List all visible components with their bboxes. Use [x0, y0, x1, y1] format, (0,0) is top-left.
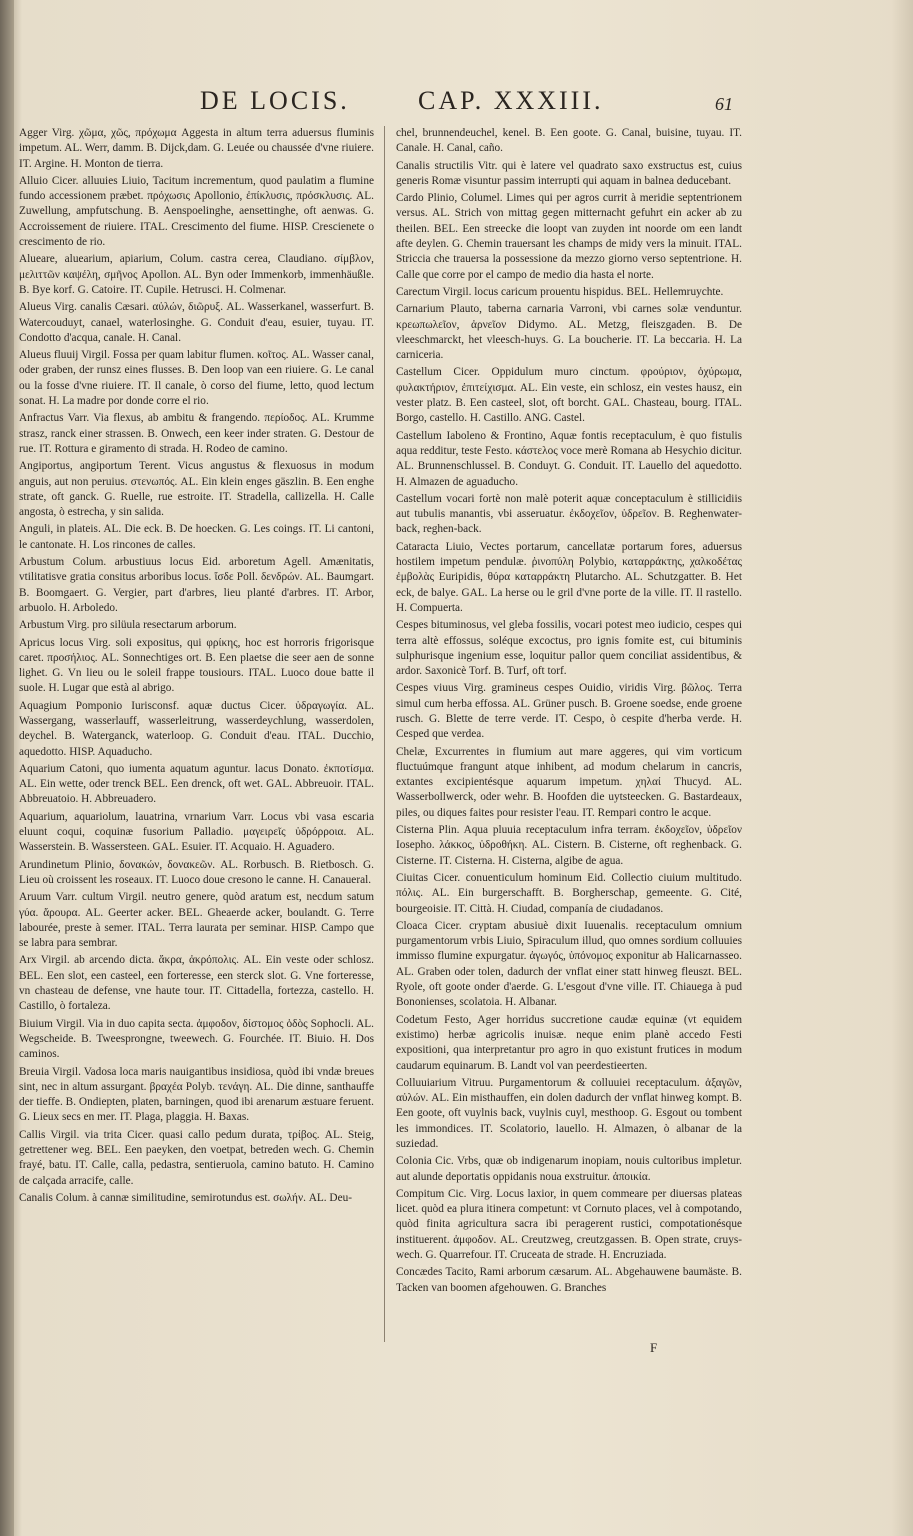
dictionary-entry: Cloaca Cicer. cryptam abusiuè dixit Iuuenalis. receptaculum omnium purgamentorum vrbis Liuio, Spiraculum illud, quo omnes sordium colluuies immisso flumine expurgatur. ἀγωγός, ὑπόνομος exponitur ab Halicarnasseo. AL. Graben oder tolen, dadurch der vnflat einer statt hinweg fleuszt. BEL. Ryole, oft goote onder d'aerde. G. L'esgout d'vne ville. IT. Chiauega à pud Bononienses, scolatoia. H. Albanar. [396, 919, 742, 1009]
dictionary-entry: Codetum Festo, Ager horridus succretione caudæ equinæ (vt equidem existimo) herbæ agricolis inuisæ. neque enim planè accedo Festi expositioni, qua interpretantur pro agro in quo existunt frutices in modum caudarum equinarum. B. Landt vol van peerdestieerten. [396, 1013, 742, 1072]
dictionary-entry: Arx Virgil. ab arcendo dicta. ἄκρα, ἀκρόπολις. AL. Ein veste oder schlosz. BEL. Een slot, een casteel, een forteresse, een sterck slot. G. Vne forteresse, vn chasteau de defense, vne haute tour. IT. Cittadella, fortezza, castello. H. Castillo, ò fortaleza. [19, 954, 374, 1013]
header-title: DE LOCIS. [200, 86, 350, 115]
dictionary-entry: Ciuitas Cicer. conuenticulum hominum Eid. Collectio ciuium multitudo. πόλις. AL. Ein burgerschafft. B. Borgherschap, gemeente. G. Cité, bourgeoisie. IT. Città. H. Ciudad, companía de ciudadanos. [396, 871, 742, 915]
dictionary-entry: Canalis structilis Vitr. qui è latere vel quadrato saxo exstructus est, cuius generis Romæ visuntur passim interrupti qui aquam in balnea deducebant. [396, 159, 742, 187]
header-chapter: CAP. XXXIII. [418, 86, 604, 115]
right-column [396, 126, 742, 1298]
dictionary-entry: Cisterna Plin. Aqua pluuia receptaculum infra terram. ἐκδοχεῖον, ὑδρεῖον Iosepho. λάκκος, ὑδροθήκη. AL. Cistern. B. Cisterne, oft reghenback. G. Cisterne. IT. Cisterna. H. Cisterna, algibe de agua. [396, 824, 742, 867]
dictionary-entry: Concædes Tacito, Rami arborum cæsarum. AL. Abgehauwene baumäste. B. Tacken van boomen afgehouwen. G. Branches [396, 1266, 742, 1294]
dictionary-entry: Cespes bituminosus, vel gleba fossilis, vocari potest meo iudicio, cespes qui terra altè effossus, soléque excoctus, pro ignis fomite est, cui bituminis sulphurisque ingenium esse, loquitur pallor quem conciliat assidentibus, & ardor. Saxonicè Torf. B. Turf, oft torf. [396, 619, 742, 678]
column-divider [384, 126, 385, 1342]
dictionary-entry: Anfractus Varr. Via flexus, ab ambitu & frangendo. περίοδος. AL. Krumme strasz, ranck einer strassen. B. Onwech, een keer inder straten. G. Destour de rue. IT. Rottura e giramento di strada. H. Rodeo de camino. [19, 412, 374, 455]
dictionary-entry: Agger Virg. χῶμα, χῶς, πρόχωμα Aggesta in altum terra aduersus fluminis impetum. AL. Werr, damm. B. Dijck,dam. G. Leuée ou chaussée d'vne riuiere. IT. Argine. H. Monton de tierra. [19, 127, 374, 170]
dictionary-entry: Arbustum Virg. pro silüula resectarum arborum. [19, 619, 237, 632]
dictionary-entry: Arundinetum Plinio, δονακών, δονακεῶν. AL. Rorbusch. B. Rietbosch. G. Lieu où croissent les roseaux. IT. Luoco doue cresono le canne. H. Canaueral. [19, 858, 374, 886]
dictionary-entry: Aruum Varr. cultum Virgil. neutro genere, quòd aratum est, necdum satum γύα. ἄρουρα. AL. Geerter acker. BEL. Gheaerde acker, boulandt. G. Terre labourée, preste à semer. ITAL. Terra laurata per seminar. HISP. Campo que se labra para sembrar. [19, 891, 374, 950]
dictionary-entry: Alluio Cicer. alluuies Liuio, Tacitum incrementum, quod paulatim a flumine fundo accessionem præbet. πρόχωσις Apollonio, ἐπίκλυσις, πρόσκλυσις. AL. Zuwellung, ampfutschung. B. Aenspoelinghe, aensettinghe, oft aenwas. G. Accroissement de riuiere. ITAL. Crescimento del fiume. HISP. Crescienete o crescimento de rio. [19, 174, 374, 249]
dictionary-entry: Anguli, in plateis. AL. Die eck. B. De hoecken. G. Les coings. IT. Li cantoni, le cantonate. H. Los rincones de calles. [19, 523, 374, 551]
dictionary-entry: Carectum Virgil. locus caricum prouentu hispidus. BEL. Hellemruychte. [396, 285, 724, 298]
dictionary-entry: Aquarium, aquariolum, lauatrina, vrnarium Varr. Locus vbi vasa escaria eluunt coqui, coquinæ fusorium Palladio. μαγειρεῖς ὑδρόρροια. AL. Wasserstein. B. Wassersteen. GAL. Esuier. IT. Acquaio. H. Aguadero. [19, 810, 374, 854]
dictionary-entry: Carnarium Plauto, taberna carnaria Varroni, vbi carnes solæ venduntur. κρεωπωλεῖον, ἀρνεῖον Didymo. AL. Metzg, fleiszgaden. B. De vleeschmarckt, het vleesch-huys. G. La boucherie. IT. La beccaria. H. La carniceria. [396, 303, 742, 362]
dictionary-entry: Alueus fluuij Virgil. Fossa per quam labitur flumen. κοῖτος. AL. Wasser canal, oder graben, der runsz eines flusses. B. Den loop van een riuiere. G. Le canal ou la fosse d'vne riuiere. IT. Il canale, ò corso del fiume, letto, quod lectum sonat. H. La madre por donde corre el rio. [19, 349, 374, 408]
binding-gutter [0, 0, 14, 1536]
left-column [19, 126, 374, 1208]
dictionary-entry: Arbustum Colum. arbustiuus locus Eid. arboretum Agell. Amænitatis, vtilitatisve gratia consitus arboribus locus. ἴσδε Poll. δενδρών. AL. Baumgart. B. Boomgaert. G. Vergier, part d'arbres, lieu planté d'arbres. IT. Arbor, arbuolo. H. Arboledo. [19, 556, 374, 614]
dictionary-entry: Breuia Virgil. Vadosa loca maris nauigantibus insidiosa, quòd ibi vndæ breues sint, nec in altum assurgant. βραχέα Polyb. τενάγη. AL. Die dinne, santhauffe der tieffe. B. Ondiepten, platen, barningen, quod ibi arenarum æstuare feruent. G. Lieux secs en mer. IT. Plaga, plaggia. H. Baxas. [19, 1065, 374, 1124]
dictionary-entry: Colonia Cic. Vrbs, quæ ob indigenarum inopiam, nouis cultoribus impletur. aut alunde deportatis oppidanis noua exstruitur. ἀποικία. [396, 1155, 742, 1183]
dictionary-entry: Cespes viuus Virg. gramineus cespes Ouidio, viridis Virg. βῶλος. Terra simul cum herba effossa. AL. Grüner pusch. B. Groene soedse, ende groene rusch. G. Blette de terre verde. IT. Cespo, ò cespite d'herba verde. H. Cesped que verdea. [396, 682, 742, 741]
dictionary-entry: Castellum Cicer. Oppidulum muro cinctum. φρούριον, ὀχύρωμα, φυλακτήριον, ἐπιτείχισμα. AL. Ein veste, ein schlosz, ein vestes hausz, ein vester platz. B. Een casteel, slot, oft borcht. GAL. Chasteau, bourg. ITAL. Borgo, castello. H. Castillo. ANG. Castel. [396, 366, 742, 425]
dictionary-entry: Aquagium Pomponio Iurisconsf. aquæ ductus Cicer. ὑδραγωγία. AL. Wassergang, wasserlauff, wasserleitrung, wasserdeychlung, wasserdolen, deychel. B. Waterganck, waterloop. G. Conduit d'eau. ITAL. Ducchio, aquedotto. HISP. Aquaducho. [19, 699, 374, 758]
dictionary-entry: Compitum Cic. Virg. Locus laxior, in quem commeare per diuersas plateas licet. quòd ea plura itinera competunt: vt Cornuto places, vel à compotando, quòd finita agricultura sacra ibi peragerent rustici, compotationésque instituerent. ἀμφοδον. AL. Creutzweg, creutzgassen. B. Open strate, cruys-wech. G. Quarrefour. IT. Cruceata de strade. H. Encruziada. [396, 1187, 742, 1262]
running-header [200, 86, 760, 120]
dictionary-entry: Colluuiarium Vitruu. Purgamentorum & colluuiei receptaculum. ἀξαγῶν, αὐλών. AL. Ein misthauffen, ein dolen dadurch der vnflat hinweg kompt. B. Een goote, oft vuylnis back, vuylnis cuyl, mesthoop. G. Esgout ou tombent les immondices. IT. Scolatorio, lauello. H. Almazen, ò albanar de la suziedad. [396, 1076, 742, 1150]
dictionary-entry: Aquarium Catoni, quo iumenta aquatum aguntur. lacus Donato. ἐκποτίσμα. AL. Ein wette, oder trenck BEL. Een drenck, oft wet. GAL. Abbreuoir. ITAL. Abbreuatoio. H. Abbreuadero. [19, 762, 374, 806]
dictionary-entry: Alueus Virg. canalis Cæsari. αὐλών, διῶρυξ. AL. Wasserkanel, wasserfurt. B. Watercouduyt, canael, waterlosinghe. G. Conduit d'eau, esuier, tuyau. IT. Condotto d'acqua, canale. H. Canal. [19, 301, 374, 344]
dictionary-entry: Castellum Iaboleno & Frontino, Aquæ fontis receptaculum, è quo fistulis aqua redditur, teste Festo. κάστελος voce merè Romana ab Hesychio dicitur. AL. Brunnenschlussel. B. Conduyt. G. Conduit. IT. Lauello del aquedotto. H. Almazen de aguaducho. [396, 429, 742, 488]
dictionary-entry: Alueare, aluearium, apiarium, Colum. castra cerea, Claudiano. σίμβλον, μελιττῶν καψέλη, σμῆνος Apollon. AL. Byn oder Immenkorb, immenhäußle. B. Bye korf. G. Catoire. IT. Cupile. Hetrusci. H. Colmenar. [19, 253, 374, 296]
dictionary-entry: Cataracta Liuio, Vectes portarum, cancellatæ portarum fores, aduersus hostilem impetum pendulæ. ῥινοπύλη Polybio, καταρράκτης, χαλκοδέτας ἐμβολὰς Euripidis, θύρα καταρράκτη Plutarcho. AL. Schutzgatter. B. Het eck, de balye. GAL. La herse ou le gril d'vne porte de la ville. IT. Il rastello. H. Compuerta. [396, 540, 742, 614]
dictionary-entry: Angiportus, angiportum Terent. Vicus angustus & flexuosus in modum anguis, aut non peruius. στενωπός. AL. Ein klein enges gäszlin. B. Een enghe strate, oft ganck. G. Ruelle, rue estroite. IT. Stradella, callizella. H. Calle angosta, ò estrecha, y sin salida. [19, 460, 374, 519]
dictionary-entry: chel, brunnendeuchel, kenel. B. Een goote. G. Canal, buisine, tuyau. IT. Canale. H. Canal, caño. [396, 127, 742, 155]
page-edge-shadow [891, 0, 913, 1536]
dictionary-entry: Chelæ, Excurrentes in flumium aut mare aggeres, qui vim vorticum fluctuúmque frangunt atque inhibent, ad modum chelarum in cancris, extantes excipientésque aquarum impetum. χηλαί Thucyd. AL. Wasserbollwerck, oder wehr. B. Hoofden die uytsteecken. G. Bastardeaux, piles, ou diques faites pour resister l'eau. IT. Rempari contro le acque. [396, 745, 742, 819]
page-number: 61 [715, 94, 733, 114]
dictionary-entry: Canalis Colum. à cannæ similitudine, semirotundus est. σωλήν. AL. Deu- [19, 1191, 353, 1204]
dictionary-entry: Cardo Plinio, Columel. Limes qui per agros currit à meridie septentrionem versus. AL. Strich von mittag gegen mitternacht gefuhrt ein acker ab zu theilen. BEL. Een streecke die loopt van zuyden int noorde om een landt afte deylen. G. Chemin trauersant les champs de midy vers la minuit. ITAL. Striccia che trauersa la possessione da mezzo giorno verso septentrione. H. Calle que corre por el campo de medio dia hasta el norte. [396, 192, 742, 281]
dictionary-entry: Biuium Virgil. Via in duo capita secta. ἀμφοδον, δίστομος ὁδὸς Sophocli. AL. Wegscheide. B. Tweesprongne, tweewech. G. Fourchée. IT. Biuio. H. Dos caminos. [19, 1017, 374, 1061]
dictionary-entry: Callis Virgil. via trita Cicer. quasi callo pedum durata, τρίβος. AL. Steig, getrettener weg. BEL. Een paeyken, den voetpat, betreden wech. G. Chemin frayé, batu. IT. Calle, calla, pedastra, sentieruola, camino batuto. H. Camino de calçada arracife, calle. [19, 1128, 374, 1187]
dictionary-entry: Castellum vocari fortè non malè poterit aquæ conceptaculum è stillicidiis aut tubulis manantis, vbi asseruatur. ἐκδοχεῖον, ὑδρεῖον. B. Reghenwater-back, reghen-back. [396, 492, 742, 536]
signature-mark: F [650, 1340, 658, 1355]
dictionary-entry: Apricus locus Virg. soli expositus, qui φρίκης, hoc est horroris frigorisque caret. προσήλιος. AL. Sonnechtiges ort. B. Een plaetse die seer aen de sonne lighet. G. Vn lieu ou le soleil frappe tousiours. ITAL. Luoco doue batte il suole. H. Lugar que està al abrigo. [19, 636, 374, 695]
